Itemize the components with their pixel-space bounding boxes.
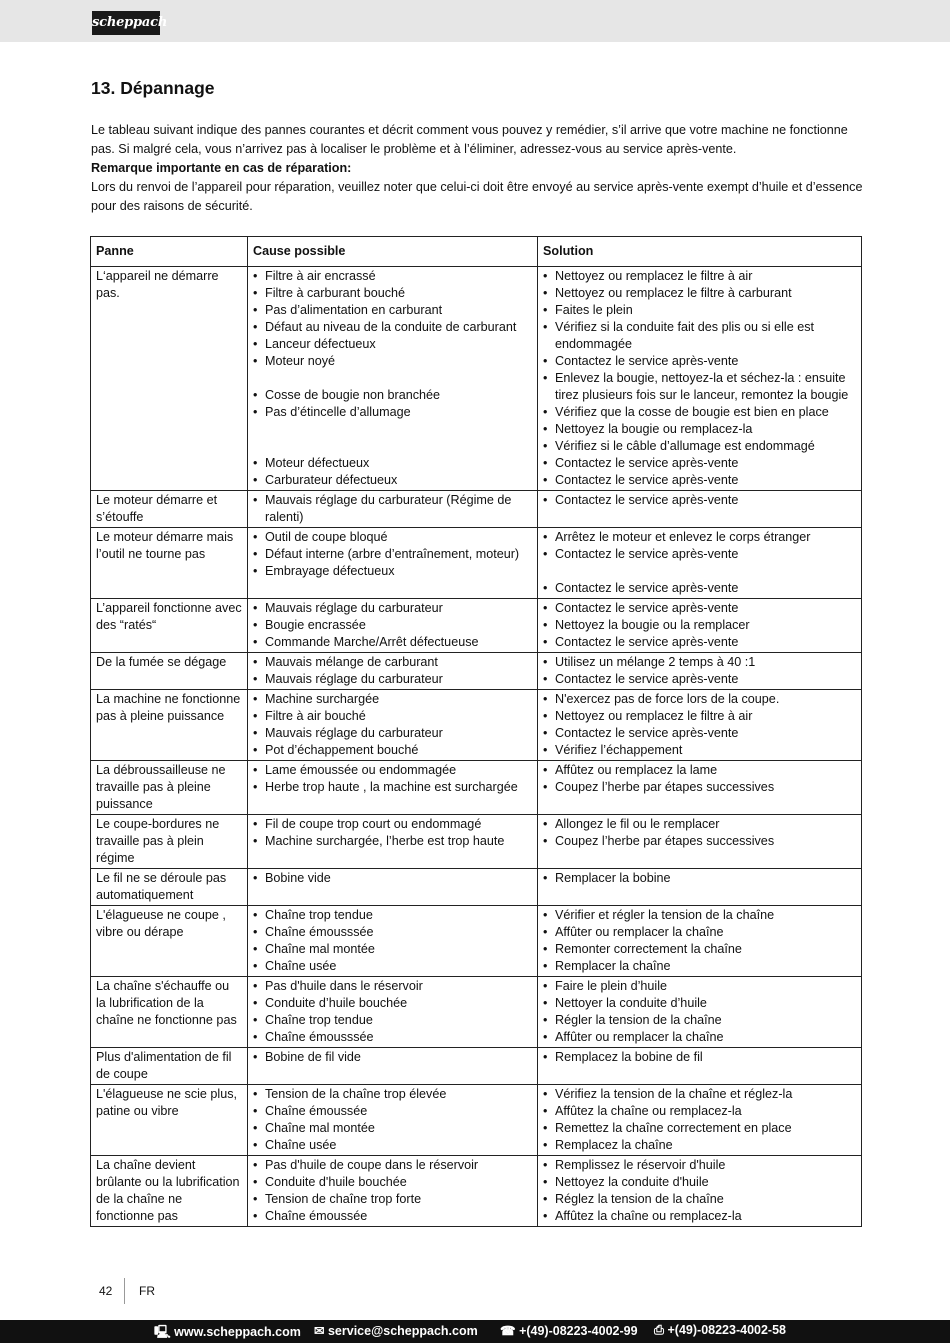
solution-item: • Contactez le service après-vente (543, 546, 856, 563)
cause-list (253, 1086, 532, 1154)
solution-item: • Remonter correctement la chaîne (543, 941, 856, 958)
solution-item: • Affûter ou remplacer la chaîne (543, 924, 856, 941)
solution-cell (538, 869, 862, 906)
note-text: Lors du renvoi de l’appareil pour réparation, veuillez noter que celui-ci doit être envoyé au service après-vente exempt d’huile et d’essence pour des raisons de sécurité. (91, 180, 863, 213)
phone-item (500, 1323, 638, 1338)
table-row (91, 1085, 862, 1156)
cause-item: • Conduite d'huile bouchée (253, 1174, 532, 1191)
solution-item: • Affûtez ou remplacez la lame (543, 762, 856, 779)
solution-cell (538, 1156, 862, 1227)
solution-item: • Nettoyez la bougie ou la remplacer (543, 617, 856, 634)
cause-item: • Cosse de bougie non branchée (253, 387, 532, 404)
cause-item: • Chaîne mal montée (253, 1120, 532, 1137)
solution-item: • Remettez la chaîne correctement en place (543, 1120, 856, 1137)
cause-item: • Pas d’étincelle d’allumage (253, 404, 532, 421)
panne-cell: La chaîne devient brûlante ou la lubrification de la chaîne ne fonctionne pas (91, 1156, 248, 1227)
language-code: FR (139, 1284, 155, 1298)
email-link[interactable]: service@scheppach.com (327, 1324, 478, 1338)
cause-item: • Chaîne émousssée (253, 924, 532, 941)
cause-item: • Mauvais mélange de carburant (253, 654, 532, 671)
cause-cell (248, 815, 538, 869)
panne-cell: La débroussailleuse ne travaille pas à pleine puissance (91, 761, 248, 815)
solution-list (543, 691, 856, 759)
solution-item (543, 563, 856, 580)
cause-cell (248, 869, 538, 906)
solution-item: • Contactez le service après-vente (543, 353, 856, 370)
section-title: 13. Dépannage (91, 78, 215, 98)
solution-cell (538, 690, 862, 761)
cause-list (253, 268, 532, 489)
solution-item: • Faites le plein (543, 302, 856, 319)
solution-cell (538, 761, 862, 815)
solution-item: • Nettoyez ou remplacez le filtre à air (543, 268, 856, 285)
solution-list (543, 600, 856, 651)
panne-cell: Le coupe-bordures ne travaille pas à plein régime (91, 815, 248, 869)
solution-cell (538, 906, 862, 977)
header-bar (0, 0, 950, 42)
solution-item: • Coupez l’herbe par étapes successives (543, 833, 856, 850)
solution-item: • Remplacez la chaîne (543, 1137, 856, 1154)
solution-item: • Faire le plein d’huile (543, 978, 856, 995)
solution-item: • Coupez l’herbe par étapes successives (543, 779, 856, 796)
table-row (91, 815, 862, 869)
solution-list (543, 529, 856, 597)
solution-item: • Remplissez le réservoir d'huile (543, 1157, 856, 1174)
panne-cell: L’appareil fonctionne avec des “ratés“ (91, 599, 248, 653)
cause-list (253, 978, 532, 1046)
cause-item: • Bobine vide (253, 870, 532, 887)
cause-item: • Commande Marche/Arrêt défectueuse (253, 634, 532, 651)
solution-item: • Remplacer la bobine (543, 870, 856, 887)
panne-cell: L'élagueuse ne coupe , vibre ou dérape (91, 906, 248, 977)
solution-item: • Remplacez la bobine de fil (543, 1049, 856, 1066)
note-title: Remarque importante en cas de réparation: (91, 161, 352, 175)
cause-item: • Mauvais réglage du carburateur (253, 671, 532, 688)
solution-item: • Contactez le service après-vente (543, 671, 856, 688)
solution-list (543, 816, 856, 850)
cause-cell (248, 1156, 538, 1227)
header-cause: Cause possible (248, 237, 538, 267)
solution-list (543, 492, 856, 509)
cause-cell (248, 528, 538, 599)
solution-item: • Vérifiez si la conduite fait des plis ou si elle est endommagée (543, 319, 856, 353)
solution-item: • Réglez la tension de la chaîne (543, 1191, 856, 1208)
cause-item: • Mauvais réglage du carburateur (253, 725, 532, 742)
cause-item: • Moteur défectueux (253, 455, 532, 472)
panne-cell: Le fil ne se déroule pas automatiquement (91, 869, 248, 906)
cause-item: • Bobine de fil vide (253, 1049, 532, 1066)
cause-item: • Moteur noyé (253, 353, 532, 370)
cause-cell (248, 1048, 538, 1085)
cause-cell (248, 491, 538, 528)
cause-list (253, 600, 532, 651)
solution-item: • Utilisez un mélange 2 temps à 40 :1 (543, 654, 856, 671)
cause-item: • Tension de la chaîne trop élevée (253, 1086, 532, 1103)
cause-list (253, 529, 532, 580)
solution-list (543, 1157, 856, 1225)
cause-list (253, 870, 532, 887)
page-info-divider (124, 1278, 125, 1304)
solution-item: • Affûtez la chaîne ou remplacez-la (543, 1208, 856, 1225)
cause-item: • Pot d’échappement bouché (253, 742, 532, 759)
solution-item: • Contactez le service après-vente (543, 634, 856, 651)
cause-item: • Carburateur défectueux (253, 472, 532, 489)
cause-list (253, 1049, 532, 1066)
cause-cell (248, 599, 538, 653)
intro-paragraph: Le tableau suivant indique des pannes courantes et décrit comment vous pouvez y remédier, s’il arrive que votre machine ne fonctionne pas. Si malgré cela, vous n’arrivez pas à localiser le problème et à l’éliminer, adressez-vous au service après-vente. (91, 123, 848, 156)
solution-item: • Nettoyez la bougie ou remplacez-la (543, 421, 856, 438)
panne-cell: De la fumée se dégage (91, 653, 248, 690)
cause-list (253, 816, 532, 850)
cause-item: • Mauvais réglage du carburateur (253, 600, 532, 617)
solution-list (543, 907, 856, 975)
table-row (91, 906, 862, 977)
cause-item: • Lame émoussée ou endommagée (253, 762, 532, 779)
cause-item: • Outil de coupe bloqué (253, 529, 532, 546)
solution-item: • Vérifiez si le câble d’allumage est endommagé (543, 438, 856, 455)
fax-icon: ⎙ (654, 1323, 665, 1337)
panne-cell: Plus d'alimentation de fil de coupe (91, 1048, 248, 1085)
fax-number: +(49)-08223-4002-58 (667, 1323, 786, 1337)
solution-list (543, 762, 856, 796)
cause-list (253, 691, 532, 759)
solution-item: • Contactez le service après-vente (543, 580, 856, 597)
phone-number: +(49)-08223-4002-99 (519, 1324, 638, 1338)
mail-icon: ✉ (314, 1324, 325, 1338)
solution-item: • Contactez le service après-vente (543, 455, 856, 472)
table-row (91, 1048, 862, 1085)
cause-item (253, 438, 532, 455)
cause-item: • Bougie encrassée (253, 617, 532, 634)
cause-item: • Chaîne émoussée (253, 1208, 532, 1225)
cause-item: • Chaîne usée (253, 958, 532, 975)
fax-item (654, 1323, 786, 1338)
cause-item: • Chaîne mal montée (253, 941, 532, 958)
table-header-row (91, 237, 862, 267)
header-solution: Solution (538, 237, 862, 267)
cause-item: • Chaîne trop tendue (253, 907, 532, 924)
solution-list (543, 268, 856, 489)
cause-list (253, 654, 532, 688)
cause-cell (248, 653, 538, 690)
solution-item: • Nettoyez ou remplacez le filtre à carburant (543, 285, 856, 302)
solution-item: • Affûtez la chaîne ou remplacez-la (543, 1103, 856, 1120)
troubleshooting-table (90, 236, 862, 1227)
cause-item: • Embrayage défectueux (253, 563, 532, 580)
header-panne: Panne (91, 237, 248, 267)
cause-item: • Chaîne usée (253, 1137, 532, 1154)
panne-cell: L'élagueuse ne scie plus, patine ou vibre (91, 1085, 248, 1156)
cause-list (253, 762, 532, 796)
panne-cell: L‘appareil ne démarre pas. (91, 267, 248, 491)
table-row (91, 690, 862, 761)
solution-list (543, 654, 856, 688)
table-row (91, 267, 862, 491)
cause-item: • Machine surchargée (253, 691, 532, 708)
phone-icon: ☎ (500, 1324, 516, 1338)
solution-list (543, 1086, 856, 1154)
cause-item: • Conduite d’huile bouchée (253, 995, 532, 1012)
solution-cell (538, 1048, 862, 1085)
cause-item: • Tension de chaîne trop forte (253, 1191, 532, 1208)
solution-item: • N'exercez pas de force lors de la coupe. (543, 691, 856, 708)
solution-item: • Arrêtez le moteur et enlevez le corps étranger (543, 529, 856, 546)
panne-cell: La chaîne s'échauffe ou la lubrification de la chaîne ne fonctionne pas (91, 977, 248, 1048)
cause-item: • Chaîne émousssée (253, 1029, 532, 1046)
cause-cell (248, 690, 538, 761)
table-body (91, 267, 862, 1227)
solution-item: • Vérifiez la tension de la chaîne et réglez-la (543, 1086, 856, 1103)
cause-item: • Pas d'huile de coupe dans le réservoir (253, 1157, 532, 1174)
cause-list (253, 1157, 532, 1225)
cause-cell (248, 906, 538, 977)
cause-item: • Défaut au niveau de la conduite de carburant (253, 319, 532, 336)
solution-list (543, 978, 856, 1046)
table-row (91, 869, 862, 906)
solution-cell (538, 491, 862, 528)
solution-item: • Remplacer la chaîne (543, 958, 856, 975)
cause-item: • Machine surchargée, l’herbe est trop haute (253, 833, 532, 850)
cause-item: • Lanceur défectueux (253, 336, 532, 353)
solution-cell (538, 1085, 862, 1156)
table-row (91, 491, 862, 528)
page-number: 42 (99, 1284, 113, 1298)
scheppach-logo: scheppach (92, 11, 160, 35)
panne-cell: La machine ne fonctionne pas à pleine puissance (91, 690, 248, 761)
cause-item: • Chaîne émoussée (253, 1103, 532, 1120)
computer-icon: 🖳 (154, 1325, 171, 1339)
solution-item: • Régler la tension de la chaîne (543, 1012, 856, 1029)
solution-cell (538, 977, 862, 1048)
panne-cell: Le moteur démarre et s’étouffe (91, 491, 248, 528)
solution-item: • Enlevez la bougie, nettoyez-la et séchez-la : ensuite tirez plusieurs fois sur le lanceur, remontez la bougie (543, 370, 856, 404)
cause-list (253, 492, 532, 526)
solution-item: • Nettoyer la conduite d’huile (543, 995, 856, 1012)
email-item (314, 1323, 478, 1338)
cause-cell (248, 1085, 538, 1156)
panne-cell: Le moteur démarre mais l’outil ne tourne pas (91, 528, 248, 599)
solution-item: • Contactez le service après-vente (543, 600, 856, 617)
solution-list (543, 870, 856, 887)
website-item (154, 1323, 301, 1344)
cause-list (253, 907, 532, 975)
table-row (91, 653, 862, 690)
table-row (91, 528, 862, 599)
solution-item: • Nettoyez ou remplacez le filtre à air (543, 708, 856, 725)
cause-cell (248, 267, 538, 491)
cause-item: • Fil de coupe trop court ou endommagé (253, 816, 532, 833)
solution-item: • Vérifiez que la cosse de bougie est bien en place (543, 404, 856, 421)
solution-item: • Allongez le fil ou le remplacer (543, 816, 856, 833)
intro-text (91, 121, 863, 216)
solution-cell (538, 815, 862, 869)
table-row (91, 761, 862, 815)
solution-item: • Vérifiez l’échappement (543, 742, 856, 759)
solution-item: • Contactez le service après-vente (543, 725, 856, 742)
cause-item: • Filtre à carburant bouché (253, 285, 532, 302)
solution-cell (538, 653, 862, 690)
solution-cell (538, 528, 862, 599)
cause-item: • Herbe trop haute , la machine est surchargée (253, 779, 532, 796)
table-row (91, 977, 862, 1048)
cause-item: • Pas d’alimentation en carburant (253, 302, 532, 319)
cause-item (253, 421, 532, 438)
table-row (91, 1156, 862, 1227)
website-link[interactable]: www.scheppach.com (174, 1325, 301, 1339)
solution-item: • Vérifier et régler la tension de la chaîne (543, 907, 856, 924)
table-row (91, 599, 862, 653)
solution-item: • Contactez le service après-vente (543, 472, 856, 489)
cause-item (253, 370, 532, 387)
solution-item: • Nettoyez la conduite d'huile (543, 1174, 856, 1191)
cause-cell (248, 977, 538, 1048)
cause-item: • Chaîne trop tendue (253, 1012, 532, 1029)
solution-item: • Contactez le service après-vente (543, 492, 856, 509)
footer-bar (0, 1320, 950, 1343)
cause-cell (248, 761, 538, 815)
cause-item: • Filtre à air bouché (253, 708, 532, 725)
solution-cell (538, 599, 862, 653)
cause-item: • Mauvais réglage du carburateur (Régime de ralenti) (253, 492, 532, 526)
solution-list (543, 1049, 856, 1066)
solution-cell (538, 267, 862, 491)
cause-item: • Pas d'huile dans le réservoir (253, 978, 532, 995)
solution-item: • Affûter ou remplacer la chaîne (543, 1029, 856, 1046)
cause-item: • Défaut interne (arbre d’entraînement, moteur) (253, 546, 532, 563)
cause-item: • Filtre à air encrassé (253, 268, 532, 285)
